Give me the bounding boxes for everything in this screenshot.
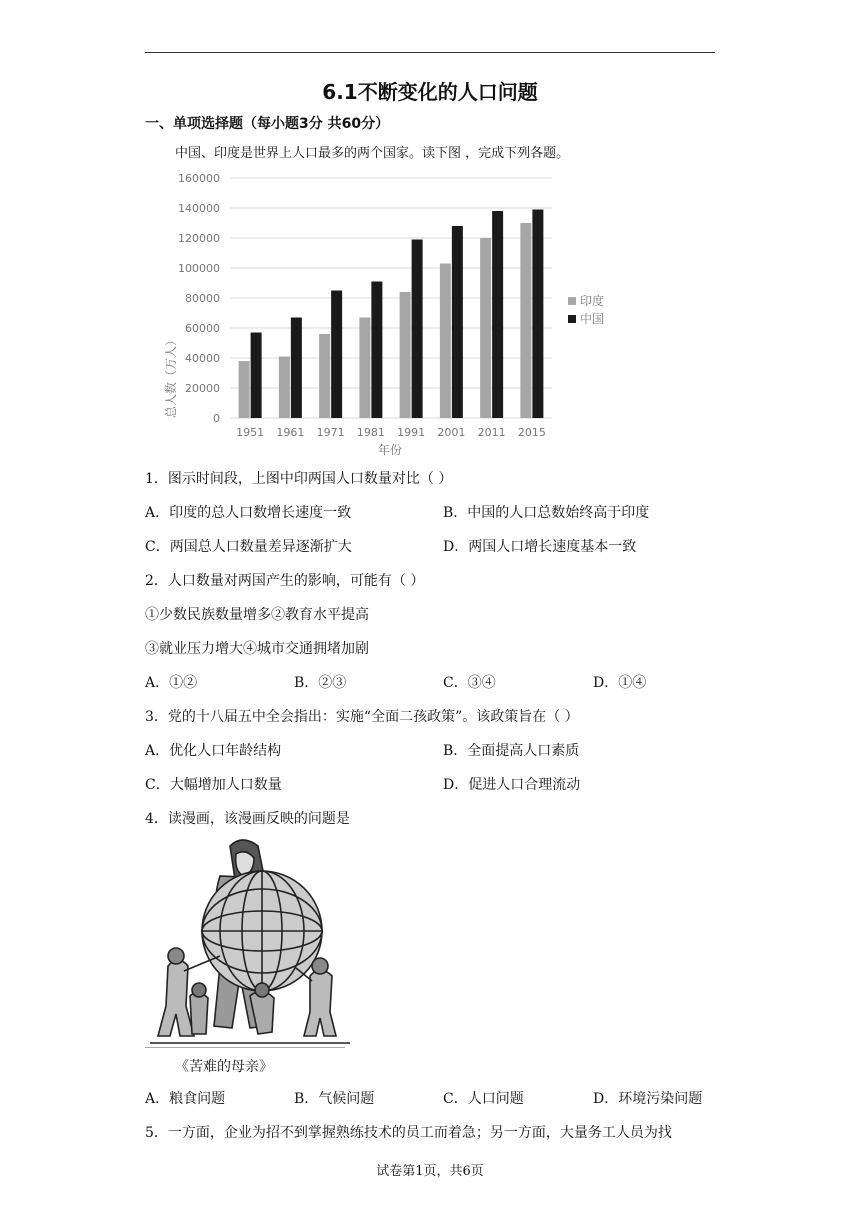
q2-option-c[interactable]: C．③④: [443, 675, 496, 691]
bar-印度-2001: [440, 264, 451, 419]
cartoon-caption: 《苦难的母亲》: [175, 1059, 273, 1075]
bar-中国-1961: [291, 318, 302, 419]
q1-stem: 1．图示时间段，上图中印两国人口数量对比（ ）: [145, 471, 453, 487]
q1-option-c[interactable]: C．两国总人口数量差异逐渐扩大: [145, 539, 352, 555]
bar-印度-1981: [359, 318, 370, 419]
q4-option-b[interactable]: B．气候问题: [294, 1091, 375, 1107]
q3-stem: 3．党的十八届五中全会指出：实施“全面二孩政策”。该政策旨在（ ）: [145, 709, 579, 725]
x-tick-label: 1991: [397, 426, 426, 439]
q4-option-a[interactable]: A．粮食问题: [145, 1091, 226, 1107]
cartoon-underline: [145, 1047, 345, 1048]
q2-option-b[interactable]: B．②③: [294, 675, 347, 691]
x-tick-label: 1971: [316, 426, 345, 439]
legend-label-中国: 中国: [580, 312, 605, 326]
bar-中国-2011: [492, 211, 503, 418]
page-title: 6.1不断变化的人口问题: [322, 80, 538, 104]
y-tick-label: 60000: [185, 322, 220, 335]
q3-option-a[interactable]: A．优化人口年龄结构: [145, 743, 282, 759]
q4-option-c[interactable]: C．人口问题: [443, 1091, 524, 1107]
y-tick-label: 140000: [178, 202, 220, 215]
y-axis-label: 总人数（万人）: [164, 333, 178, 418]
bar-中国-1971: [331, 291, 342, 419]
q1-option-b[interactable]: B．中国的人口总数始终高于印度: [443, 505, 650, 521]
bar-中国-1951: [251, 333, 262, 419]
q3-option-c[interactable]: C．大幅增加人口数量: [145, 777, 282, 793]
q3-option-d[interactable]: D．促进人口合理流动: [443, 777, 581, 793]
q2-item-line2: ③就业压力增大④城市交通拥堵加剧: [145, 641, 369, 657]
x-tick-label: 2011: [477, 426, 506, 439]
q2-stem: 2．人口数量对两国产生的影响，可能有（ ）: [145, 573, 425, 589]
y-tick-label: 160000: [178, 172, 220, 185]
population-bar-chart: [160, 168, 620, 458]
x-tick-label: 2001: [437, 426, 466, 439]
x-axis-label: 年份: [378, 443, 403, 457]
q2-option-d[interactable]: D．①④: [593, 675, 647, 691]
x-tick-label: 2015: [517, 426, 546, 439]
q5-stem: 5．一方面，企业为招不到掌握熟练技术的员工而着急；另一方面，大量务工人员为找: [145, 1125, 672, 1141]
bar-中国-1991: [412, 240, 423, 419]
section-heading: 一、单项选择题（每小题3分 共60分）: [145, 116, 390, 132]
q1-option-d[interactable]: D．两国人口增长速度基本一致: [443, 539, 637, 555]
q1-option-a[interactable]: A．印度的总人口数增长速度一致: [145, 505, 352, 521]
q2-item-line1: ①少数民族数量增多②教育水平提高: [145, 607, 369, 623]
x-tick-label: 1951: [236, 426, 265, 439]
bar-印度-1961: [279, 357, 290, 419]
q4-option-d[interactable]: D．环境污染问题: [593, 1091, 703, 1107]
bar-印度-1951: [239, 361, 250, 418]
y-tick-label: 80000: [185, 292, 220, 305]
y-tick-label: 20000: [185, 382, 220, 395]
bar-印度-1991: [400, 292, 411, 418]
intro-text: 中国、印度是世界上人口最多的两个国家。读下图 ，完成下列各题。: [175, 146, 570, 161]
bar-中国-2015: [532, 210, 543, 419]
y-tick-label: 40000: [185, 352, 220, 365]
legend-swatch-印度: [568, 297, 576, 305]
top-rule: [145, 52, 715, 53]
bar-中国-2001: [452, 226, 463, 418]
legend-label-印度: 印度: [580, 294, 605, 308]
bar-中国-1981: [371, 282, 382, 419]
suffering-mother-cartoon: [150, 836, 350, 1048]
page-footer: 试卷第1页，共6页: [376, 1164, 484, 1179]
q4-stem: 4．读漫画，该漫画反映的问题是: [145, 811, 350, 827]
chart-legend: [568, 293, 604, 326]
y-tick-label: 120000: [178, 232, 220, 245]
x-tick-label: 1981: [356, 426, 385, 439]
q2-option-a[interactable]: A．①②: [145, 675, 198, 691]
y-tick-label: 0: [213, 412, 220, 425]
x-tick-label: 1961: [276, 426, 305, 439]
q3-option-b[interactable]: B．全面提高人口素质: [443, 743, 580, 759]
bar-印度-1971: [319, 334, 330, 418]
legend-swatch-中国: [568, 315, 576, 323]
y-tick-label: 100000: [178, 262, 220, 275]
bar-印度-2011: [480, 238, 491, 418]
bar-印度-2015: [520, 223, 531, 418]
